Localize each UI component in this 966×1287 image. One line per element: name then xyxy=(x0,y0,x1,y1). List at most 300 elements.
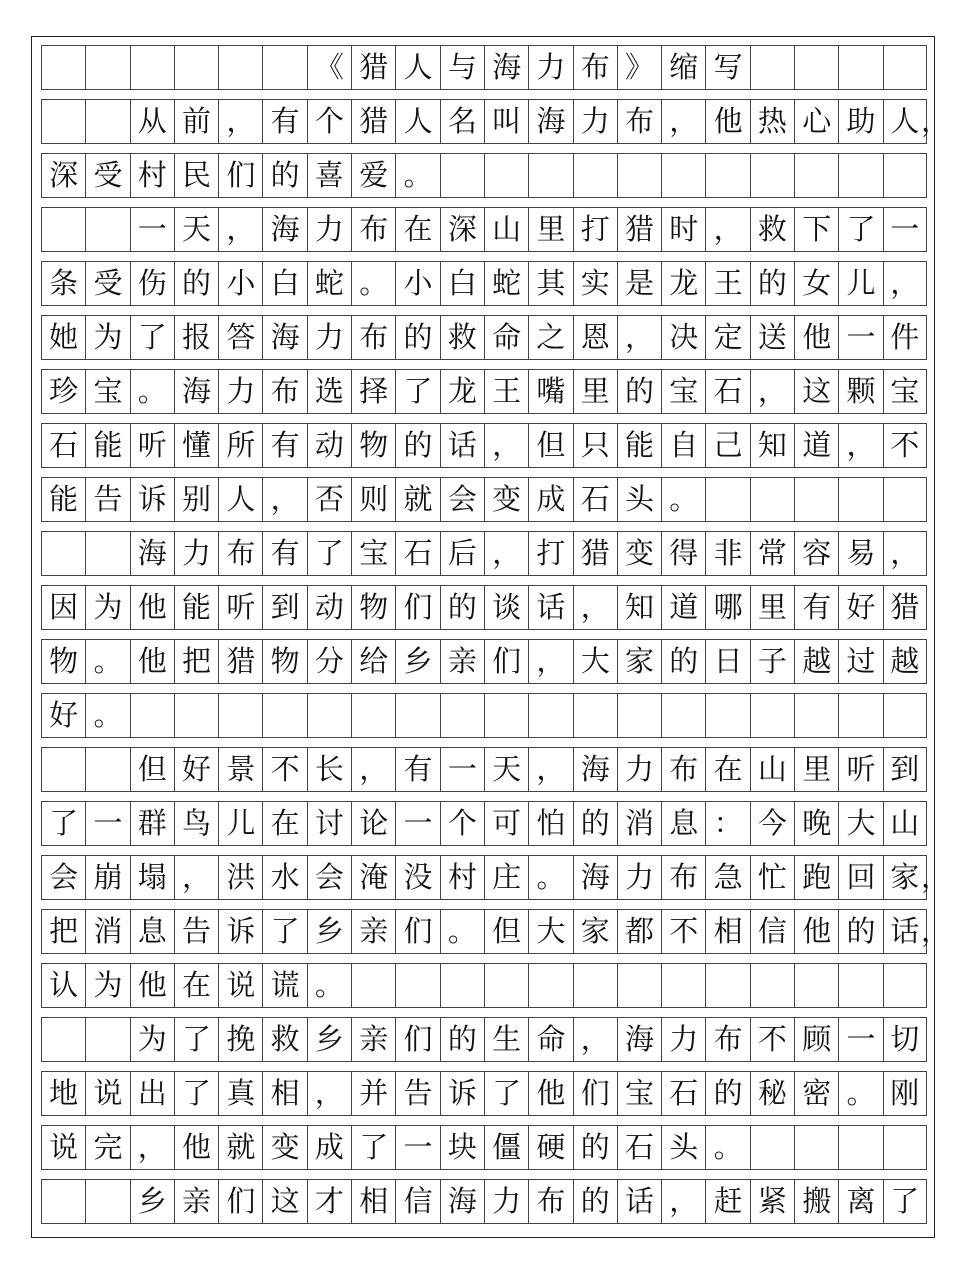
grid-cell: 家 xyxy=(617,639,661,684)
grid-cell: 宝 xyxy=(85,369,129,414)
grid-cell: 易 xyxy=(838,531,882,576)
grid-cell: 海 xyxy=(617,1017,661,1062)
grid-cell: ， xyxy=(838,423,882,468)
grid-cell: 的 xyxy=(705,1071,749,1116)
grid-cell: 成 xyxy=(307,1125,351,1170)
grid-cell: 个 xyxy=(440,801,484,846)
grid-cell xyxy=(794,963,838,1008)
grid-cell xyxy=(750,153,794,198)
grid-cell: 了 xyxy=(838,207,882,252)
grid-cell: 崩 xyxy=(85,855,129,900)
grid-cell: 生 xyxy=(484,1017,528,1062)
grid-cell: 好 xyxy=(174,747,218,792)
grid-cell: 石 xyxy=(573,477,617,522)
grid-cell: 了 xyxy=(262,909,306,954)
grid-cell: 但 xyxy=(484,909,528,954)
grid-cell: 息 xyxy=(130,909,174,954)
grid-cell: 话 xyxy=(883,909,927,954)
grid-cell xyxy=(794,45,838,90)
grid-cell: 了 xyxy=(174,1071,218,1116)
grid-cell: 话 xyxy=(617,1179,661,1224)
grid-cell xyxy=(484,693,528,738)
grid-cell: 王 xyxy=(484,369,528,414)
grid-cell: 话 xyxy=(440,423,484,468)
grid-cell: 水 xyxy=(262,855,306,900)
grid-cell xyxy=(85,207,129,252)
grid-cell: 晚 xyxy=(794,801,838,846)
grid-cell xyxy=(41,1179,85,1224)
grid-cell: 嘴 xyxy=(528,369,572,414)
grid-cell: 会 xyxy=(307,855,351,900)
grid-cell: 条 xyxy=(41,261,85,306)
grid-cell xyxy=(174,45,218,90)
grid-row xyxy=(41,639,927,684)
grid-cell: 他 xyxy=(130,585,174,630)
grid-cell: 猎 xyxy=(218,639,262,684)
grid-cell: 在 xyxy=(395,207,439,252)
grid-cell: 自 xyxy=(661,423,705,468)
grid-cell: 。 xyxy=(85,693,129,738)
grid-cell: 一 xyxy=(440,747,484,792)
grid-cell: 海 xyxy=(573,855,617,900)
grid-cell: 告 xyxy=(395,1071,439,1116)
grid-cell: 有 xyxy=(262,531,306,576)
grid-cell: 力 xyxy=(307,207,351,252)
grid-cell: 里 xyxy=(794,747,838,792)
grid-cell: 能 xyxy=(85,423,129,468)
grid-cell: 物 xyxy=(351,423,395,468)
grid-cell: 乡 xyxy=(307,909,351,954)
grid-cell: 伤 xyxy=(130,261,174,306)
grid-cell: 这 xyxy=(794,369,838,414)
grid-cell xyxy=(351,963,395,1008)
grid-cell: 。 xyxy=(440,909,484,954)
grid-cell xyxy=(85,1179,129,1224)
grid-cell xyxy=(883,693,927,738)
grid-cell: 急 xyxy=(705,855,749,900)
grid-cell: ， xyxy=(617,315,661,360)
grid-cell xyxy=(395,963,439,1008)
grid-row xyxy=(41,315,927,360)
grid-cell: 恩 xyxy=(573,315,617,360)
grid-row xyxy=(41,45,927,90)
grid-cell: 没 xyxy=(395,855,439,900)
grid-cell: 会 xyxy=(440,477,484,522)
grid-cell xyxy=(617,963,661,1008)
grid-cell xyxy=(705,693,749,738)
grid-cell: 非 xyxy=(705,531,749,576)
grid-cell: 但 xyxy=(528,423,572,468)
grid-cell: 宝 xyxy=(351,531,395,576)
grid-cell: 力 xyxy=(528,45,572,90)
grid-cell: 宝 xyxy=(661,369,705,414)
grid-cell: ， xyxy=(573,585,617,630)
grid-cell: 力 xyxy=(661,1017,705,1062)
grid-cell: 到 xyxy=(883,747,927,792)
grid-cell: 容 xyxy=(794,531,838,576)
grid-cell: 所 xyxy=(218,423,262,468)
grid-cell xyxy=(528,963,572,1008)
grid-cell: 讨 xyxy=(307,801,351,846)
grid-cell: 说 xyxy=(218,963,262,1008)
grid-cell: 告 xyxy=(174,909,218,954)
grid-cell: 人 xyxy=(218,477,262,522)
grid-cell xyxy=(440,693,484,738)
grid-row xyxy=(41,909,927,954)
grid-cell: 赶 xyxy=(705,1179,749,1224)
grid-cell xyxy=(794,477,838,522)
grid-cell: 叫 xyxy=(484,99,528,144)
grid-cell: 龙 xyxy=(661,261,705,306)
grid-cell: ， xyxy=(484,423,528,468)
grid-cell: 们 xyxy=(218,1179,262,1224)
grid-cell xyxy=(838,477,882,522)
grid-cell: 动 xyxy=(307,423,351,468)
grid-cell: 答 xyxy=(218,315,262,360)
grid-cell: 海 xyxy=(573,747,617,792)
grid-cell: 山 xyxy=(883,801,927,846)
grid-cell: 里 xyxy=(573,369,617,414)
grid-cell: 布 xyxy=(351,315,395,360)
grid-row xyxy=(41,99,927,144)
grid-cell: 热 xyxy=(750,99,794,144)
grid-cell: 离 xyxy=(838,1179,882,1224)
grid-cell xyxy=(750,1125,794,1170)
grid-cell xyxy=(528,693,572,738)
grid-cell: 有 xyxy=(794,585,838,630)
grid-cell: ， xyxy=(307,1071,351,1116)
grid-cell xyxy=(838,153,882,198)
grid-cell: 颗 xyxy=(838,369,882,414)
grid-cell: 庄 xyxy=(484,855,528,900)
grid-cell: 个 xyxy=(307,99,351,144)
grid-cell: 时 xyxy=(661,207,705,252)
grid-cell: 们 xyxy=(484,639,528,684)
grid-cell: 物 xyxy=(262,639,306,684)
grid-cell xyxy=(218,45,262,90)
grid-cell: 景 xyxy=(218,747,262,792)
grid-cell: 力 xyxy=(484,1179,528,1224)
grid-cell: 给 xyxy=(351,639,395,684)
grid-cell xyxy=(573,963,617,1008)
grid-cell: 龙 xyxy=(440,369,484,414)
grid-cell: 件 xyxy=(883,315,927,360)
grid-cell xyxy=(395,693,439,738)
grid-cell: 洪 xyxy=(218,855,262,900)
grid-cell: 一 xyxy=(130,207,174,252)
grid-row xyxy=(41,747,927,792)
grid-cell: 相 xyxy=(351,1179,395,1224)
grid-cell: 民 xyxy=(174,153,218,198)
grid-cell: 选 xyxy=(307,369,351,414)
grid-cell: 刚 xyxy=(883,1071,927,1116)
grid-cell: 鸟 xyxy=(174,801,218,846)
grid-cell: 消 xyxy=(85,909,129,954)
grid-cell: 乡 xyxy=(395,639,439,684)
grid-cell: 听 xyxy=(218,585,262,630)
grid-cell xyxy=(750,45,794,90)
grid-cell: 们 xyxy=(395,585,439,630)
grid-cell: 力 xyxy=(218,369,262,414)
grid-cell: 的 xyxy=(440,1017,484,1062)
grid-cell xyxy=(307,693,351,738)
grid-cell xyxy=(262,693,306,738)
grid-cell: 道 xyxy=(794,423,838,468)
grid-cell: 只 xyxy=(573,423,617,468)
grid-cell xyxy=(528,153,572,198)
grid-cell xyxy=(573,693,617,738)
grid-cell: 名 xyxy=(440,99,484,144)
grid-row xyxy=(41,693,927,738)
grid-cell: 把 xyxy=(41,909,85,954)
grid-cell xyxy=(85,1017,129,1062)
grid-cell xyxy=(883,1125,927,1170)
grid-cell: 布 xyxy=(705,1017,749,1062)
grid-cell: 白 xyxy=(262,261,306,306)
grid-cell: ， xyxy=(218,99,262,144)
grid-cell: 女 xyxy=(794,261,838,306)
grid-cell: 好 xyxy=(41,693,85,738)
grid-cell: 听 xyxy=(130,423,174,468)
grid-cell: 人 xyxy=(395,99,439,144)
grid-cell: 别 xyxy=(174,477,218,522)
grid-cell: 猎 xyxy=(883,585,927,630)
grid-cell: 为 xyxy=(85,585,129,630)
grid-cell xyxy=(218,693,262,738)
grid-cell: 僵 xyxy=(484,1125,528,1170)
grid-cell: 打 xyxy=(528,531,572,576)
grid-cell: 为 xyxy=(85,963,129,1008)
grid-cell: 下 xyxy=(794,207,838,252)
grid-cell xyxy=(440,153,484,198)
grid-cell: 亲 xyxy=(351,1017,395,1062)
grid-cell: 谎 xyxy=(262,963,306,1008)
grid-cell: 因 xyxy=(41,585,85,630)
grid-cell xyxy=(41,747,85,792)
grid-cell xyxy=(661,153,705,198)
grid-cell: 有 xyxy=(395,747,439,792)
grid-cell xyxy=(440,963,484,1008)
grid-cell: 为 xyxy=(85,315,129,360)
grid-cell: 她 xyxy=(41,315,85,360)
grid-cell xyxy=(617,153,661,198)
grid-cell: 布 xyxy=(661,855,705,900)
grid-cell: 一 xyxy=(395,801,439,846)
grid-cell: 其 xyxy=(528,261,572,306)
grid-cell: 相 xyxy=(262,1071,306,1116)
grid-cell: ， xyxy=(883,531,927,576)
grid-cell: 回 xyxy=(838,855,882,900)
grid-cell: 消 xyxy=(617,801,661,846)
grid-cell: 。 xyxy=(130,369,174,414)
grid-cell: 家 xyxy=(573,909,617,954)
grid-cell: 了 xyxy=(130,315,174,360)
grid-cell: 里 xyxy=(750,585,794,630)
grid-cell: 论 xyxy=(351,801,395,846)
grid-cell: 受 xyxy=(85,261,129,306)
grid-cell xyxy=(750,693,794,738)
grid-cell: 的 xyxy=(661,639,705,684)
grid-cell: 蛇 xyxy=(484,261,528,306)
grid-cell: 了 xyxy=(351,1125,395,1170)
grid-cell: 在 xyxy=(705,747,749,792)
grid-cell: 不 xyxy=(661,909,705,954)
grid-cell xyxy=(750,477,794,522)
grid-cell: 乡 xyxy=(307,1017,351,1062)
grid-cell: 变 xyxy=(262,1125,306,1170)
grid-cell: 则 xyxy=(351,477,395,522)
grid-cell: 为 xyxy=(130,1017,174,1062)
grid-cell: 相 xyxy=(705,909,749,954)
grid-cell: 越 xyxy=(794,639,838,684)
grid-cell: 报 xyxy=(174,315,218,360)
grid-cell xyxy=(661,693,705,738)
grid-cell xyxy=(573,153,617,198)
grid-cell: 淹 xyxy=(351,855,395,900)
grid-cell: 受 xyxy=(85,153,129,198)
grid-cell: 定 xyxy=(705,315,749,360)
grid-cell: 块 xyxy=(440,1125,484,1170)
grid-cell: 了 xyxy=(395,369,439,414)
grid-cell: 信 xyxy=(750,909,794,954)
grid-cell xyxy=(617,693,661,738)
grid-cell: 布 xyxy=(528,1179,572,1224)
grid-cell: ， xyxy=(573,1017,617,1062)
grid-cell: 助 xyxy=(838,99,882,144)
grid-cell: 海 xyxy=(174,369,218,414)
grid-cell: 与 xyxy=(440,45,484,90)
grid-row xyxy=(41,369,927,414)
grid-row xyxy=(41,855,927,900)
grid-cell: 猎 xyxy=(351,99,395,144)
grid-cell: 的 xyxy=(573,1125,617,1170)
grid-cell xyxy=(838,45,882,90)
grid-cell: 否 xyxy=(307,477,351,522)
grid-cell: 了 xyxy=(883,1179,927,1224)
grid-cell: 忙 xyxy=(750,855,794,900)
grid-cell xyxy=(130,693,174,738)
grid-cell: 知 xyxy=(750,423,794,468)
grid-cell: 天 xyxy=(174,207,218,252)
grid-cell: ， xyxy=(130,1125,174,1170)
grid-cell: 。 xyxy=(85,639,129,684)
grid-cell: 力 xyxy=(617,747,661,792)
grid-cell xyxy=(883,477,927,522)
grid-cell: ， xyxy=(705,207,749,252)
grid-cell: 海 xyxy=(484,45,528,90)
grid-cell: 喜 xyxy=(307,153,351,198)
grid-cell: 布 xyxy=(218,531,262,576)
grid-cell: 日 xyxy=(705,639,749,684)
grid-cell xyxy=(484,153,528,198)
grid-cell: 了 xyxy=(174,1017,218,1062)
grid-cell: 大 xyxy=(528,909,572,954)
grid-cell xyxy=(130,45,174,90)
grid-cell: 。 xyxy=(307,963,351,1008)
grid-cell: 就 xyxy=(218,1125,262,1170)
grid-cell: 完 xyxy=(85,1125,129,1170)
grid-cell xyxy=(85,747,129,792)
grid-cell: 布 xyxy=(573,45,617,90)
grid-cell: 不 xyxy=(883,423,927,468)
grid-cell: 蛇 xyxy=(307,261,351,306)
grid-cell: 村 xyxy=(440,855,484,900)
grid-cell: 海 xyxy=(130,531,174,576)
grid-cell: 猎 xyxy=(573,531,617,576)
grid-cell: 信 xyxy=(395,1179,439,1224)
grid-cell xyxy=(794,1125,838,1170)
grid-cell: 挽 xyxy=(218,1017,262,1062)
grid-cell: 命 xyxy=(484,315,528,360)
grid-cell: 布 xyxy=(351,207,395,252)
grid-cell: 话 xyxy=(528,585,572,630)
grid-cell: 息 xyxy=(661,801,705,846)
grid-cell: 分 xyxy=(307,639,351,684)
grid-cell: 过 xyxy=(838,639,882,684)
grid-cell: 哪 xyxy=(705,585,749,630)
grid-cell: 一 xyxy=(395,1125,439,1170)
grid-cell: 懂 xyxy=(174,423,218,468)
grid-cell: 打 xyxy=(573,207,617,252)
grid-cell: 救 xyxy=(750,207,794,252)
grid-row xyxy=(41,963,927,1008)
grid-cell: 诉 xyxy=(130,477,174,522)
grid-cell: 们 xyxy=(218,153,262,198)
grid-cell: 他 xyxy=(174,1125,218,1170)
grid-cell: 大 xyxy=(573,639,617,684)
grid-cell: 越 xyxy=(883,639,927,684)
grid-cell: 的 xyxy=(174,261,218,306)
grid-cell: 的 xyxy=(262,153,306,198)
grid-cell: 的 xyxy=(573,801,617,846)
grid-row xyxy=(41,1071,927,1116)
grid-cell: 救 xyxy=(440,315,484,360)
grid-cell: 布 xyxy=(617,99,661,144)
grid-cell xyxy=(794,153,838,198)
grid-cell xyxy=(883,963,927,1008)
grid-cell: 他 xyxy=(528,1071,572,1116)
grid-cell: 王 xyxy=(705,261,749,306)
grid-cell: 。 xyxy=(838,1071,882,1116)
grid-cell: 后 xyxy=(440,531,484,576)
grid-cell: 跑 xyxy=(794,855,838,900)
overflow-punctuation: ， xyxy=(921,104,951,138)
grid-cell: 缩 xyxy=(661,45,705,90)
grid-cell: 是 xyxy=(617,261,661,306)
grid-cell: 子 xyxy=(750,639,794,684)
grid-cell: 出 xyxy=(130,1071,174,1116)
grid-cell: 布 xyxy=(661,747,705,792)
grid-cell xyxy=(41,207,85,252)
grid-cell xyxy=(85,99,129,144)
grid-cell: 择 xyxy=(351,369,395,414)
grid-cell xyxy=(794,693,838,738)
grid-cell: 都 xyxy=(617,909,661,954)
grid-cell xyxy=(484,963,528,1008)
grid-row xyxy=(41,153,927,198)
overflow-punctuation: ， xyxy=(921,860,951,894)
grid-cell: 诉 xyxy=(218,909,262,954)
grid-cell: 们 xyxy=(395,909,439,954)
grid-cell: 猎 xyxy=(617,207,661,252)
grid-cell: 小 xyxy=(218,261,262,306)
grid-cell: 顾 xyxy=(794,1017,838,1062)
grid-cell: 布 xyxy=(262,369,306,414)
grid-cell: 亲 xyxy=(440,639,484,684)
grid-cell: 的 xyxy=(838,909,882,954)
grid-cell xyxy=(705,477,749,522)
grid-cell: 说 xyxy=(41,1125,85,1170)
